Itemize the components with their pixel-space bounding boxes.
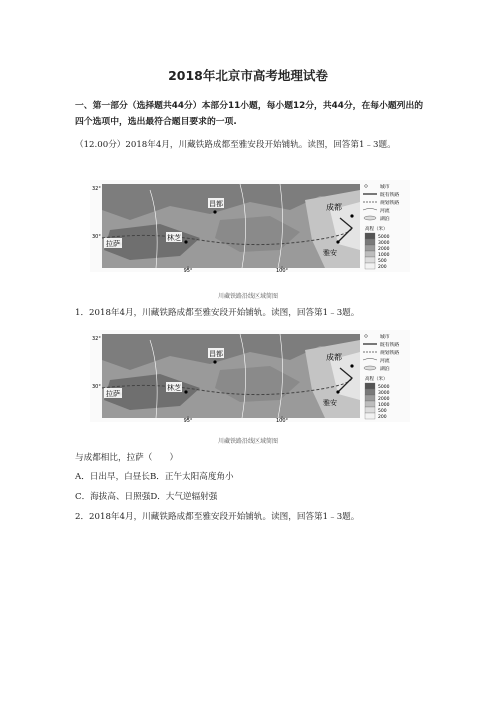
city-label-linzhi: 林芝 — [167, 384, 181, 392]
city-label-chengdu: 成都 — [326, 203, 342, 212]
city-label-lasa: 拉萨 — [106, 390, 120, 398]
map-caption: 川藏铁路沿线区域简图 — [217, 293, 278, 300]
svg-text:城市: 城市 — [380, 335, 390, 340]
question-2: 2．2018年4月，川藏铁路成都至雅安段开始铺轨。读图，回答第1﹣3题。 — [75, 512, 360, 522]
svg-text:河流: 河流 — [380, 359, 390, 364]
city-label-yaan: 雅安 — [323, 399, 337, 407]
question-1: 1．2018年4月，川藏铁路成都至雅安段开始铺轨。读图，回答第1﹣3题。 — [75, 308, 360, 318]
elevation-swatch — [365, 413, 375, 419]
svg-text:河流: 河流 — [380, 209, 390, 214]
svg-text:规划铁路: 规划铁路 — [380, 201, 400, 206]
option-a-b: A．日出早，白昼长B．正午太阳高度角小 — [75, 472, 234, 482]
elevation-label: 200 — [378, 265, 387, 270]
city-label-chengdu: 成都 — [326, 353, 342, 362]
elevation-swatch — [365, 407, 375, 413]
elevation-label: 5000 — [378, 235, 390, 240]
svg-text:湖泊: 湖泊 — [380, 367, 390, 372]
elevation-label: 3000 — [378, 241, 390, 246]
elevation-swatch — [365, 239, 375, 245]
elevation-swatch — [365, 257, 375, 263]
elevation-swatch — [365, 251, 375, 257]
lon-label-left: 95° — [183, 418, 193, 422]
city-label-yaan: 雅安 — [323, 249, 337, 257]
city-label-lasa: 拉萨 — [106, 240, 120, 248]
svg-text:高程（米）: 高程（米） — [365, 377, 388, 382]
elevation-label: 1000 — [378, 403, 390, 408]
city-label-changdu: 昌都 — [209, 350, 223, 358]
question-intro: （12.00分）2018年4月，川藏铁路成都至雅安段开始铺轨。读图，回答第1﹣3题。 — [75, 140, 396, 150]
elevation-swatch — [365, 395, 375, 401]
city-label-changdu: 昌都 — [209, 200, 223, 208]
question-prompt: 与成都相比，拉萨（ ） — [75, 453, 179, 463]
lon-label-right: 100° — [275, 418, 289, 422]
elevation-swatch — [365, 401, 375, 407]
lat-label-top: 32° — [92, 336, 101, 342]
lon-label-right: 100° — [275, 268, 289, 272]
elevation-label: 500 — [378, 409, 387, 414]
map-caption: 川藏铁路沿线区域简图 — [217, 438, 278, 445]
option-c-d: C．海拔高、日照强D．大气逆辐射强 — [75, 492, 218, 502]
lat-label-bottom: 30° — [92, 384, 101, 390]
elevation-label: 5000 — [378, 385, 390, 390]
svg-text:既有铁路: 既有铁路 — [380, 343, 400, 348]
svg-text:高程（米）: 高程（米） — [365, 227, 388, 232]
svg-text:城市: 城市 — [380, 185, 390, 190]
svg-text:规划铁路: 规划铁路 — [380, 351, 400, 356]
svg-text:既有铁路: 既有铁路 — [380, 193, 400, 198]
lat-label-top: 32° — [92, 186, 101, 192]
elevation-label: 500 — [378, 259, 387, 264]
elevation-swatch — [365, 245, 375, 251]
elevation-label: 2000 — [378, 247, 390, 252]
elevation-swatch — [365, 263, 375, 269]
elevation-scale-1 — [365, 233, 390, 270]
elevation-swatch — [365, 389, 375, 395]
elevation-label: 2000 — [378, 397, 390, 402]
svg-text:湖泊: 湖泊 — [380, 217, 390, 222]
elevation-label: 200 — [378, 415, 387, 420]
elevation-scale-2 — [365, 383, 390, 420]
page-title: 2018年北京市高考地理试卷 — [168, 68, 328, 83]
elevation-swatch — [365, 383, 375, 389]
elevation-label: 1000 — [378, 253, 390, 258]
elevation-label: 3000 — [378, 391, 390, 396]
railway-map — [90, 330, 410, 422]
lon-label-left: 95° — [183, 268, 193, 272]
elevation-swatch — [365, 233, 375, 239]
city-label-linzhi: 林芝 — [167, 234, 181, 242]
lat-label-bottom: 30° — [92, 234, 101, 240]
section-heading: 一、第一部分（选择题共44分）本部分11小题，每小题12分，共44分，在每小题列出的四个选项中，选出最符合题目要求的一项. — [75, 101, 424, 127]
railway-map — [90, 180, 410, 272]
